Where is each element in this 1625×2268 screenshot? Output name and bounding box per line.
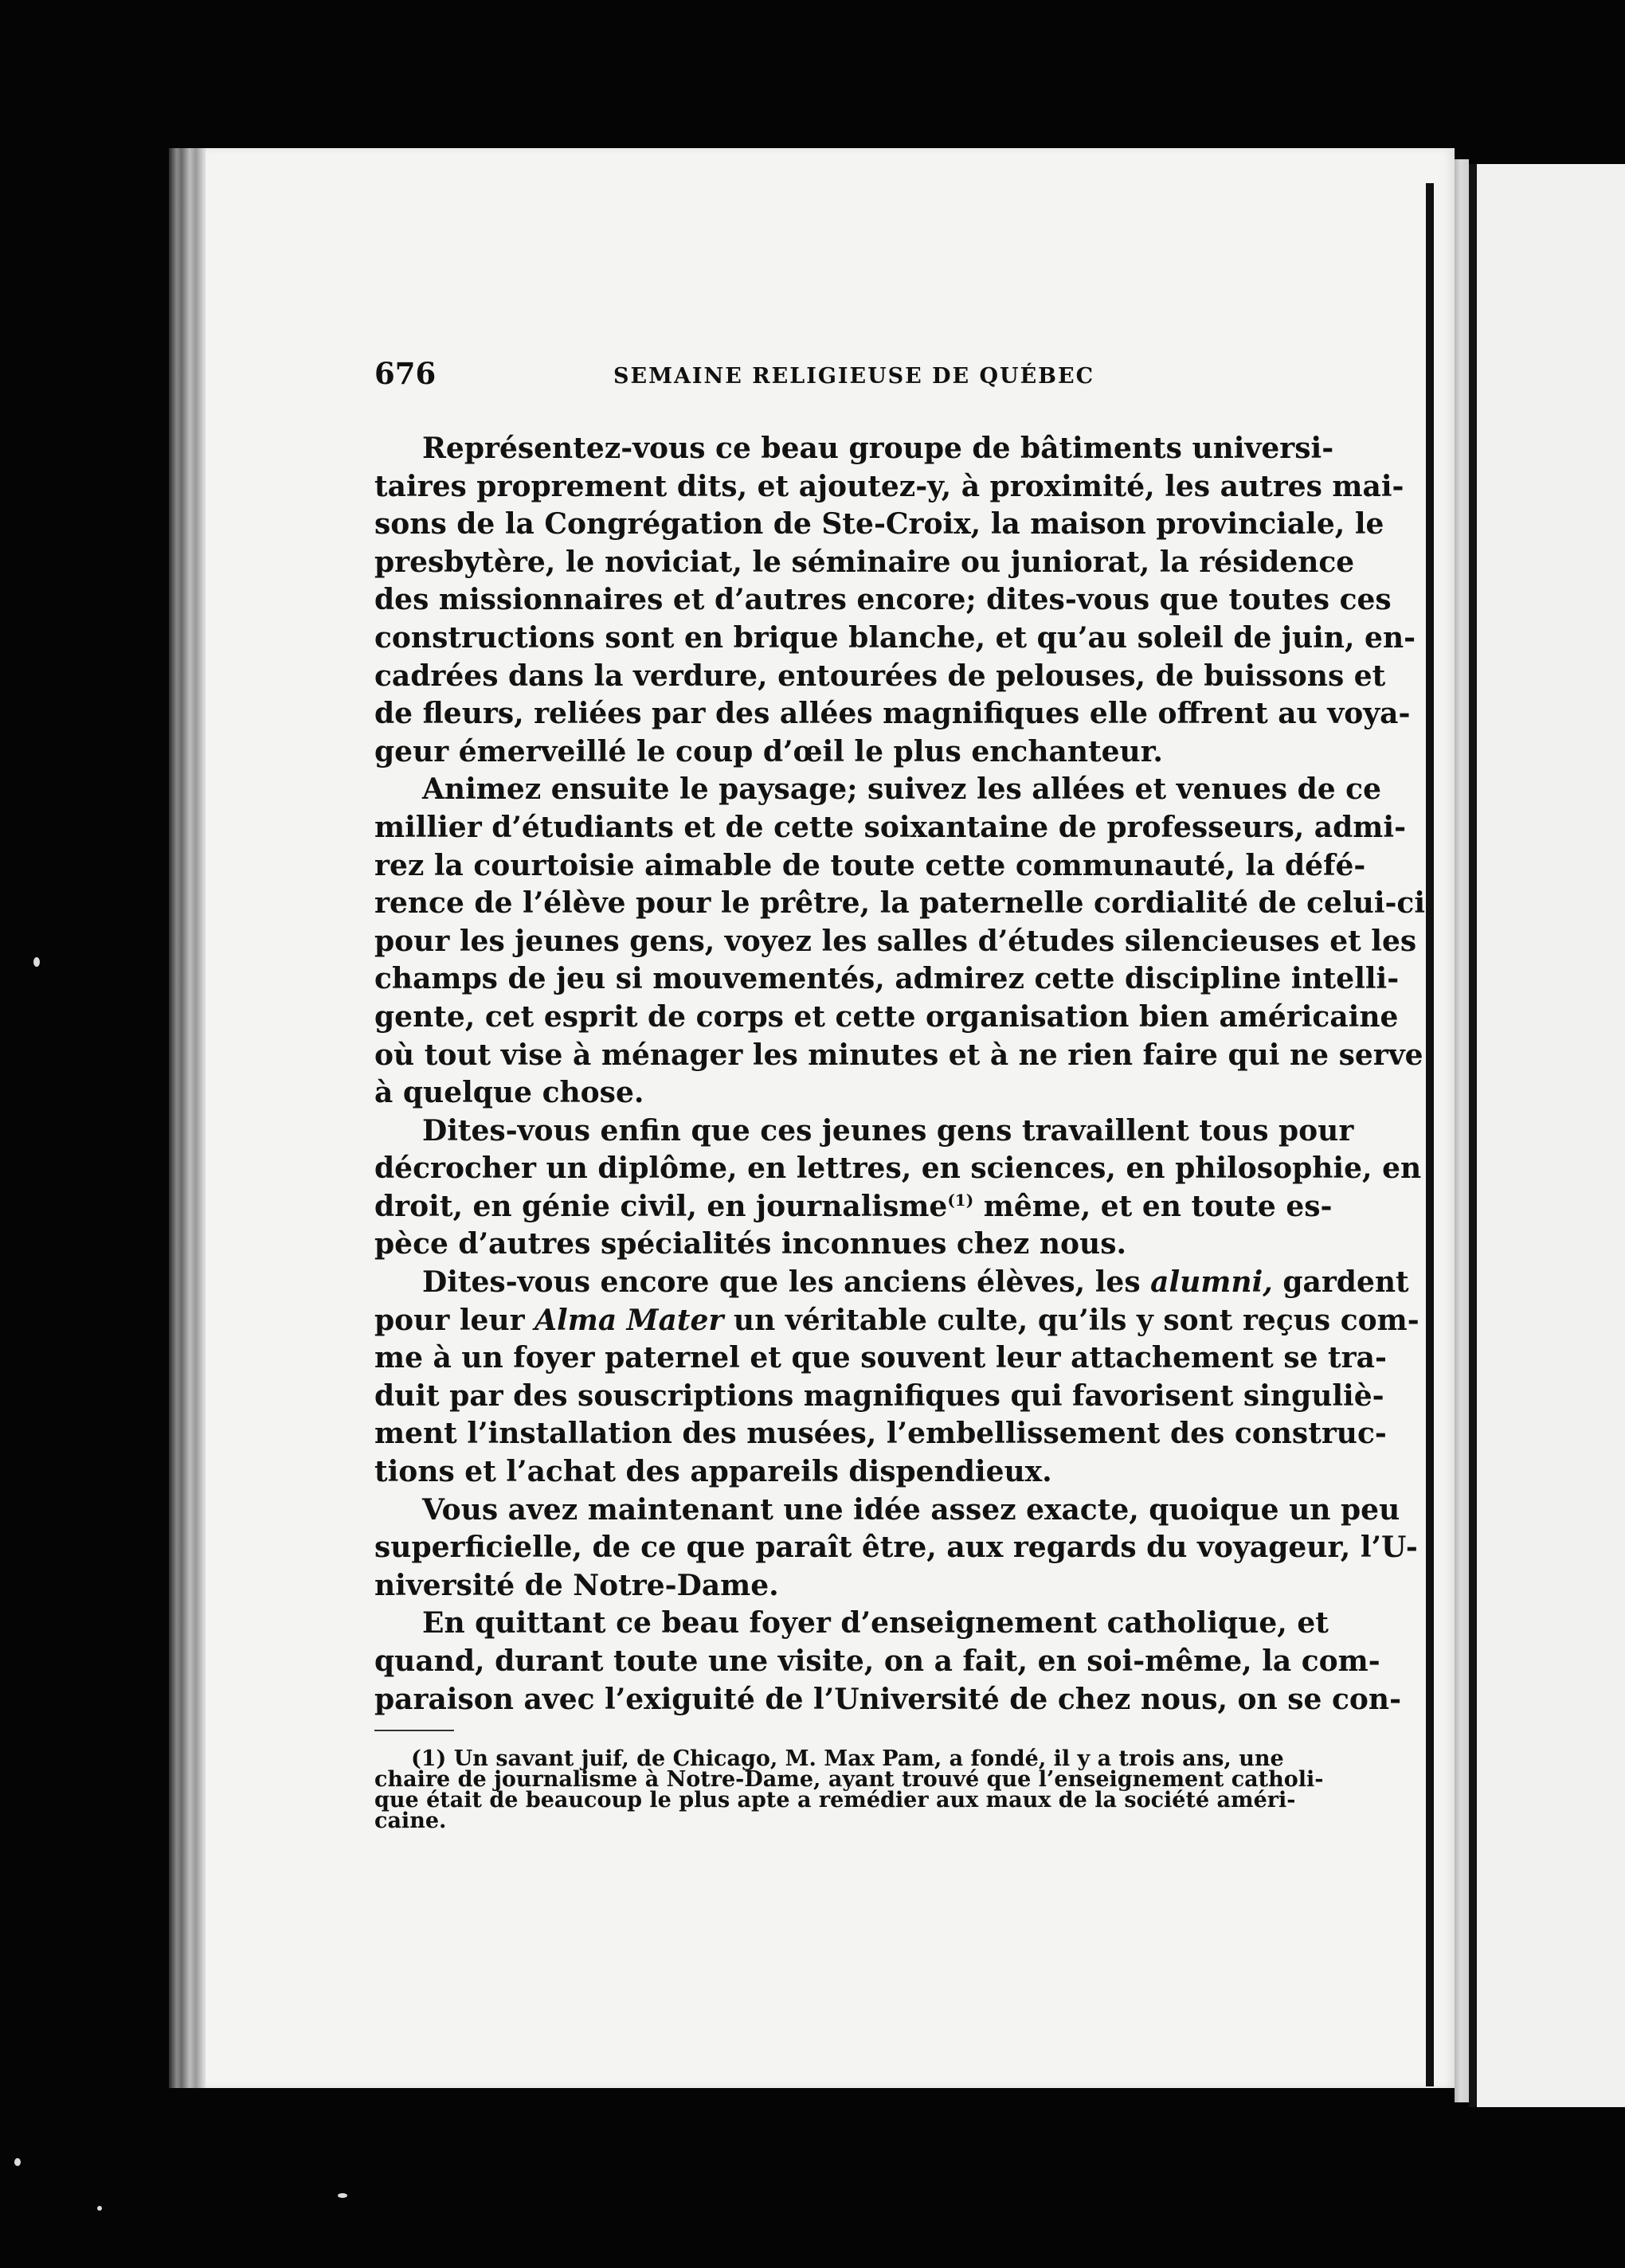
footnote-rule: [374, 1730, 454, 1731]
page-edge-stack: [169, 148, 209, 2088]
text-line: presbytère, le noviciat, le séminaire ou juniorat, la résidence: [374, 545, 1355, 579]
text-line: Animez ensuite le paysage; suivez les allées et venues de ce: [422, 772, 1381, 807]
text-line: me à un foyer paternel et que souvent leur attachement se tra-: [374, 1341, 1387, 1375]
footnote-line: chaire de journalisme à Notre-Dame, ayant trouvé que l’enseignement catholi-: [374, 1767, 1324, 1792]
text-line: [374, 1302, 1419, 1340]
facing-page-edge: [1469, 164, 1477, 2107]
text-line: [374, 1264, 1409, 1302]
text-line: taires proprement dits, et ajoutez-y, à proximité, les autres mai-: [374, 469, 1404, 503]
text-line: pèce d’autres spécialités inconnues chez nous.: [374, 1227, 1127, 1261]
text-line: En quittant ce beau foyer d’enseignement catholique, et: [422, 1606, 1329, 1640]
text-line: à quelque chose.: [374, 1076, 644, 1110]
footnote-line: caine.: [374, 1809, 447, 1833]
text-line: ment l’installation des musées, l’embellissement des construc-: [374, 1417, 1387, 1451]
footnote-line: que était de beaucoup le plus apte a remédier aux maux de la société améri-: [374, 1788, 1296, 1812]
text-line: Vous avez maintenant une idée assez exacte, quoique un peu: [422, 1492, 1400, 1527]
footnote: [374, 1746, 1324, 1833]
text-segment: même, et en toute es-: [973, 1189, 1333, 1223]
text-segment: pour leur: [374, 1303, 535, 1337]
paragraph-5: [374, 1492, 1418, 1605]
text-line: champs de jeu si mouvementés, admirez cette discipline intelli-: [374, 962, 1400, 996]
paragraph-1: [374, 430, 1416, 771]
body-text: [374, 430, 1426, 1719]
text-segment: droit, en génie civil, en journalisme: [374, 1189, 948, 1223]
text-line: pour les jeunes gens, voyez les salles d’études silencieuses et les: [374, 924, 1417, 958]
text-line: où tout vise à ménager les minutes et à ne rien faire qui ne serve: [374, 1038, 1423, 1072]
running-head: SEMAINE RELIGIEUSE DE QUÉBEC: [613, 364, 1095, 389]
text-line: cadrées dans la verdure, entourées de pelouses, de buissons et: [374, 659, 1386, 693]
text-line: niversité de Notre-Dame.: [374, 1568, 779, 1602]
text-line: des missionnaires et d’autres encore; dites-vous que toutes ces: [374, 583, 1392, 617]
text-line: quand, durant toute une visite, on a fait, en soi-même, la com-: [374, 1644, 1380, 1678]
dust-speck: [14, 2158, 21, 2166]
text-line: de fleurs, reliées par des allées magnifiques elle offrent au voya-: [374, 697, 1411, 731]
footnote-line: (1) Un savant juif, de Chicago, M. Max Pam, a fondé, il y a trois ans, une: [411, 1746, 1284, 1771]
text-line: superficielle, de ce que paraît être, aux regards du voyageur, l’U-: [374, 1531, 1418, 1565]
facing-page: [1469, 164, 1625, 2107]
text-line: Représentez-vous ce beau groupe de bâtiments universi-: [422, 432, 1334, 465]
dust-speck: [338, 2193, 347, 2198]
text-line: duit par des souscriptions magnifiques qui favorisent singuliè-: [374, 1378, 1384, 1413]
book-gutter: [1455, 159, 1469, 2102]
italic-term: Alma Mater: [534, 1303, 724, 1337]
paragraph-3: [374, 1112, 1422, 1264]
text-line: millier d’étudiants et de cette soixantaine de professeurs, admi-: [374, 810, 1407, 844]
footnote-reference[interactable]: (1): [947, 1190, 974, 1210]
page-number: 676: [374, 356, 437, 391]
text-segment: gardent: [1272, 1265, 1409, 1300]
binding-shadow: [1426, 183, 1434, 2086]
text-segment: un véritable culte, qu’ils y sont reçus com-: [723, 1303, 1419, 1337]
text-line: constructions sont en brique blanche, et qu’au soleil de juin, en-: [374, 620, 1416, 655]
text-line: rez la courtoisie aimable de toute cette communauté, la défé-: [374, 848, 1366, 882]
page-header: [374, 354, 1306, 402]
dust-speck: [97, 2206, 102, 2211]
text-line-with-note: [374, 1188, 1333, 1226]
text-segment: Dites-vous encore que les anciens élèves, les: [422, 1265, 1151, 1300]
text-line: tions et l’achat des appareils dispendieux.: [374, 1455, 1052, 1489]
text-line: sons de la Congrégation de Ste-Croix, la maison provinciale, le: [374, 507, 1384, 542]
text-line: paraison avec l’exiguité de l’Université de chez nous, on se con-: [374, 1682, 1402, 1716]
text-line: gente, cet esprit de corps et cette organisation bien américaine: [374, 999, 1399, 1034]
text-line: rence de l’élève pour le prêtre, la paternelle cordialité de celui-ci: [374, 886, 1426, 921]
text-line: Dites-vous enfin que ces jeunes gens travaillent tous pour: [422, 1113, 1354, 1148]
text-line: décrocher un diplôme, en lettres, en sciences, en philosophie, en: [374, 1152, 1422, 1186]
paragraph-6: [374, 1605, 1402, 1719]
paragraph-4: [374, 1264, 1419, 1492]
text-line: geur émerveillé le coup d’œil le plus enchanteur.: [374, 734, 1163, 768]
dust-speck: [33, 957, 40, 967]
italic-term: alumni,: [1150, 1265, 1273, 1300]
paragraph-2: [374, 771, 1426, 1112]
